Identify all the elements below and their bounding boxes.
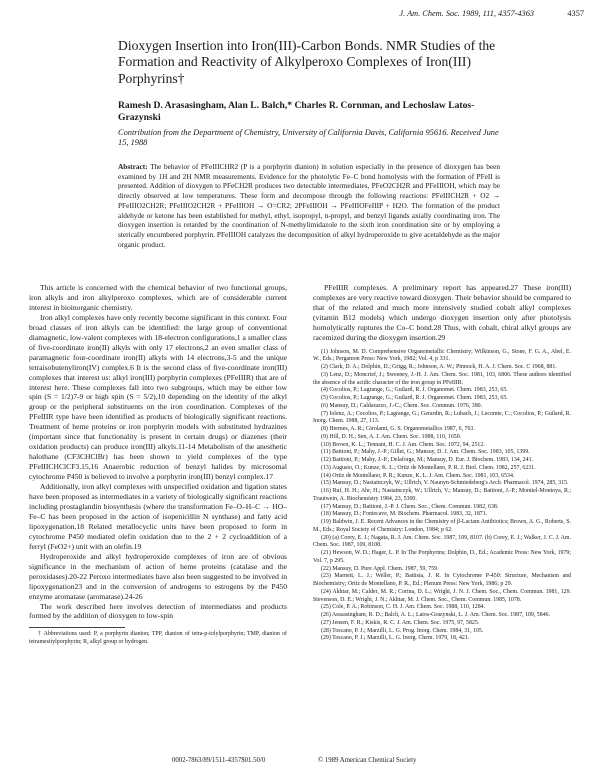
reference-item: (8) Hermes, A. R.; Girolami, G. S. Organometallics 1987, 6, 763.: [321, 426, 475, 433]
reference-item: (22) Mansuy, D. Pure Appl. Chem. 1987, 59, 759.: [321, 565, 439, 572]
reference-item: (23) Marnett, L. J.; Weller, P.; Battista, J. R. In Cytochrome P-450: Structure, Mechanism and Biochemistry; Ortiz de Montellano, P. R., Ed.; Plenum Press: New York, 1986; p 29.: [313, 573, 571, 588]
body-paragraph: The work described here involves detection of intermediates and products formed by the addition of dioxygen to low-spin: [29, 601, 287, 621]
footnote-divider: [29, 627, 125, 628]
abbreviations-footnote: † Abbreviations used: P, a porphyrin dianion; TPP, dianion of tetra-p-tolylporphyrin; TMP, dianion of tetramesitylporphyrin; R, alkyl group or hydrogen.: [29, 631, 287, 645]
reference-item: (5) Cocolios, P.; Lagrange, G.; Guilard, R. J. Organomet. Chem. 1983, 253, 65.: [321, 395, 508, 402]
journal-citation: J. Am. Chem. Soc. 1989, 111, 4357-4363: [399, 9, 534, 18]
reference-item: (29) Toscano, P. J.; Marzilli, L. G. Inorg. Chem. 1979, 18, 421.: [321, 635, 470, 642]
reference-item: (6) Mansuy, D.; Caldarazzo, J.-C.; Chem. Soc. Commun. 1976, 380.: [321, 402, 483, 409]
reference-item: (21) Hewson, W. D.; Hager, L. P. In The Porphyrins; Dolphin, D., Ed.; Academic Press: New York, 1979; Vol. 7, p 295.: [313, 550, 571, 564]
reference-item: (24) Akhtar, M.; Calder, M. R.; Corina, D. L.; Wright, J. N. J. Chem. Soc., Chem. Commun. 1981, 129. Stevenson, D. E.; Wright, J. N.; Akhtar, M. J. Chem. Soc., Chem. Commun. 1985, 1078.: [313, 588, 571, 603]
abstract: [118, 162, 500, 249]
reference-item: (13) Augusto, O.; Kunze, K. L.; Ortiz de Montellano, P. R. J. Biol. Chem. 1982, 257, 6231.: [321, 464, 536, 471]
reference-item: (26) Arasasingham, R. D.; Balch, A. L.; Latos-Grazynski, L. J. Am. Chem. Soc. 1987, 109, 5846.: [321, 612, 551, 619]
abstract-label: Abstract:: [118, 162, 148, 171]
affiliation: Contribution from the Department of Chemistry, University of California Davis, California 95616. Received June 15, 1988: [118, 128, 499, 148]
copyright-notice: © 1989 American Chemical Society: [318, 757, 417, 764]
body-paragraph: Additionally, iron alkyl complexes with unspecified oxidation and ligation states have been proposed as intermediates in a variety of biologically significant reactions including prostaglandin biosynthesis (where the transformation Fe–O–H–C → HO–Fe–C has been proposed in the action of isopenicillin N synthase) and fatty acid lipoxygenation.18 Related metallocyclic units have been proposed to form in cytochrome P450 mediated olefin oxidation due to the 2 + 2 cycloaddition of a ferryl (FeO2+) unit with an olefin.19: [29, 482, 287, 551]
reference-item: (19) Baldwin, J. E. Recent Advances in the Chemistry of β-Lactam Antibiotics; Brown, A. G., Roberts, S. M., Eds.; Royal Society of Chemistry: London, 1984; p 62.: [313, 519, 571, 533]
reference-item: (17) Mansuy, D.; Battioni, J.-P. J. Chem. Soc., Chem. Commun. 1982, 638.: [321, 503, 499, 510]
reference-item: (3) Lenz, D.; Moncrief, J.; Sweeney, J.-H. J. Am. Chem. Soc. 1981, 103, 6806. These authors identified the absence of the acidic character of the iron group in PFeIIIR.: [313, 371, 571, 386]
reference-item: (18) Mansuy, D.; Fontecave, M. Biochem. Pharmacol. 1983, 32, 1871.: [321, 511, 488, 518]
body-paragraph: This article is concerned with the chemical behavior of two functional groups, iron alkyls and iron alkylperoxo complexes, which are of considerable current interest in bioinorganic chemistry.: [29, 283, 287, 312]
reference-list: [313, 349, 571, 644]
body-paragraph: PFeIIIR complexes. A preliminary report has appeared.27 These iron(III) complexes are very reactive toward dioxygen. Their behavior should be compared to that of the related and much more intensively studied cobalt alkyl complexes (vitamin B12 models) which undergo dioxygen insertion only after photolysis homolytically ruptures the Co–C bond.28 Thus, with cobalt, chiral alkyl groups are racemized during the dioxygen insertion.29: [313, 283, 571, 342]
running-header: [0, 9, 600, 23]
article-code: 0002-7863/89/1511-4357$01.50/0: [172, 757, 266, 764]
reference-item: (25) Cole, P. A.; Robinson, C. H. J. Am. Chem. Soc. 1988, 110, 1284.: [321, 604, 486, 611]
reference-item: (15) Mansuy, D.; Nastainczyk, W.; Ullrich, V. Naunyn-Schmiedeberg's Arch. Pharmacol. 1974, 285, 315.: [321, 480, 569, 487]
author-list: Ramesh D. Arasasingham, Alan L. Balch,* Charles R. Cornman, and Lechoslaw Latos-Grazynski: [118, 100, 475, 123]
reference-item: (4) Cocolios, P.; Lagrange, G.; Guilard, R. J. Organomet. Chem. 1983, 253, 65.: [321, 387, 508, 394]
body-paragraph: Hydroperoxide and alkyl hydroperoxide complexes of iron are of obvious significance in the mechanism of action of heme proteins (catalase and the peroxidases).20-22 Peroxo intermediates have also been suggested to be involved in lipoxygenation23 and in the conversion of androgens to estrogens by the P450 enzyme aromatase (aromatase).24-26: [29, 551, 287, 601]
body-paragraph: Iron alkyl complexes have only recently become significant in this context. Four broad classes of iron alkyls can be identified: the large group of conventional diamagnetic, low-valent complexes with 18-electron configurations,1 a smaller class of five-coordinate iron(II) alkyls with only 17 electrons,2 an even smaller class of paramagnetic four-coordinate iron(II) alkyls with 14 electrons,3-5 and the unique tetraisobutenyliron(IV) complex.6 It is the second class of five-coordinate iron(III) complexes that interest us: alkyl iron(III) porphyrin complexes (PFeIIIR) that are of interest here. These complexes fall into two subgroups, which may be either low spin (S = 1/2)7-9 or high spin (S = 5/2),10 depending on the identity of the alkyl group or the peripheral substituents on the iron coordination. Complexes of the PFeIIIR type have been identified as products of biologically significant reactions. Treatment of heme proteins or iron porphyrin models with substituted hydrazines (important since that functionality is present in certain drugs) or diazenes (their oxidation products) can produce iron(III) alkyls.11-14 Metabolism of the anesthetic halothane (CF3CHClBr) has been shown to yield complexes of the type PFeIIICHClCF3.15,16 Anaerobic reduction of benzyl halides by microsomal cytochrome P450 is believed to involve a porphyrin iron(III) benzyl complex.17: [29, 312, 287, 482]
reference-item: (16) Ruf, H. H.; Ahr, H.; Nastainczyk, W.; Ullrich, V.; Mansuy, D.; Battioni, J.-P.; Montiel-Montoya, R.; Trautwein, A. Biochemistry 1984, 23, 5300.: [313, 488, 571, 502]
page-footer: [0, 757, 600, 767]
reference-item: (14) Ortiz de Montellano, P. R.; Kunze, K. L. J. Am. Chem. Soc. 1981, 103, 6534.: [321, 472, 515, 479]
reference-item: (10) Brown, K. L.; Tennant, H. C. J. Am. Chem. Soc. 1972, 94, 2512.: [321, 441, 485, 448]
reference-item: (9) Hill, D. H.; Sen, A. J. Am. Chem. Soc. 1988, 110, 1650.: [321, 433, 462, 440]
article-title: Dioxygen Insertion into Iron(III)-Carbon Bonds. NMR Studies of the Formation and Reactivity of Alkylperoxo Complexes of Iron(III) Porphyrins†: [118, 38, 496, 86]
reference-item: (1) Johnson, M. D. Comprehensive Organometallic Chemistry; Wilkinson, G., Stone, F. G. A., Abel, E. W., Eds.; Pergamon Press: New York, 1982; Vol. 4, p 331.: [313, 348, 571, 363]
reference-item: (28) Toscano, P. J.; Marzilli, L. G. Prog. Inorg. Chem. 1984, 31, 105.: [321, 627, 484, 634]
reference-item: (12) Battioni, P.; Mahy, J.-P.; Delaforge, M.; Mansuy, D. Eur. J. Biochem. 1983, 134, 241.: [321, 457, 533, 464]
right-column: [313, 283, 571, 643]
reference-item: (7) Iolenz, A.; Cocolios, P.; Lagrange, G.; Gerardin, R.; Lubach, J.; Lecomte, C.; Cocolios, P.; Guilard, R. Inorg. Chem. 1988, 27, 113.: [313, 410, 571, 425]
abstract-text: The behavior of PFeIIICHR2 (P is a porphyrin dianion) in solution especially in the presence of dioxygen has been examined by 1H and 2H NMR measurements. Evidence for the photolytic Fe–C bond homolysis with the formation of PFeII is presented. Addition of dioxygen to PFeCH2R produces two detectable intermediates, PFeO2CH2R and PFeIIIOH, which may be directly observed at low temperatures. These form and decompose through the following reactions: PFeIIICH2R + O2 → PFeIIIO2CH2R; PFeIIIO2CH2R + PFeIIIOH → O=CR2; 2PFeIIIOH → PFeIIIOFeIIIP + H2O. The formation of the product aldehyde or ketone has been established for methyl, ethyl, isopropyl, n-propyl, and benzyl ligands axially coordinating iron. The dioxygen insertion is retarded by the coordination of N-methylimidazole to the sixth iron coordination site or by employing a sterically encumbered porphyrin. PFeIIIOH catalyzes the decomposition of alkyl hydroperoxide to give acetaldehyde as the major organic product.: [118, 162, 500, 249]
left-column: [29, 283, 287, 647]
reference-item: (27) Jensen, F. R.; Kiskis, R. C. J. Am. Chem. Soc. 1975, 97, 5825.: [321, 619, 480, 626]
reference-item: (11) Battioni, P.; Mahy, J.-P.; Gillet, G.; Mansuy, D. J. Am. Chem. Soc. 1983, 105, 1399.: [321, 449, 530, 456]
page-number: 4357: [567, 9, 584, 18]
reference-item: (20) (a) Corey, E. J.; Nagata, R. J. Am. Chem. Soc. 1987, 109, 8107. (b) Corey, E. J.; Walker, J. C. J. Am. Chem. Soc. 1987, 109, 8108.: [313, 534, 571, 549]
reference-item: (2) Clark, D. A.; Dolphin, D.; Grigg, R.; Johnson, A. W.; Pinnock, H. A. J. Chem. Soc. C 1968, 881.: [321, 364, 557, 371]
